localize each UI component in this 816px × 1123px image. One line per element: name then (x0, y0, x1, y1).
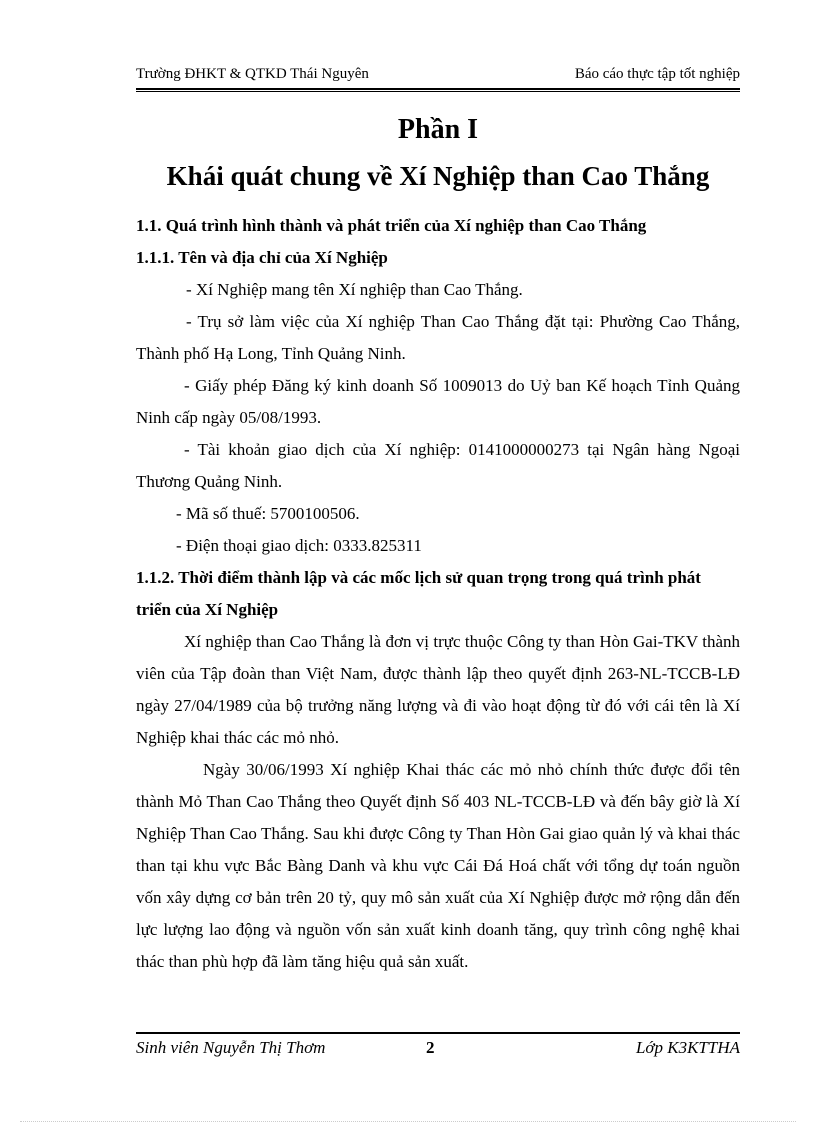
header-divider (136, 91, 740, 92)
chapter-title: Khái quát chung về Xí Nghiệp than Cao Thắng (166, 161, 710, 191)
page-edge (20, 1121, 796, 1122)
info-tax-code: - Mã số thuế: 5700100506. (176, 504, 360, 523)
section-heading-1-1-1: 1.1.1. Tên và địa chỉ của Xí Nghiệp (136, 248, 388, 267)
paragraph-history: Ngày 30/06/1993 Xí nghiệp Khai thác các mỏ nhỏ chính thức được đổi tên thành Mỏ Than Cao Thắng theo Quyết định Số 403 NL-TCCB-LĐ và đến bây giờ là Xí Nghiệp Than Cao Thắng. Sau khi được Công ty Than Hòn Gai giao quản lý và khai thác than tại khu vực Bắc Bàng Danh và khu vực Cái Đá Hoá chất với tổng dự toán nguồn vốn xây dựng cơ bản trên 20 tỷ, quy mô sản xuất của Xí Nghiệp được mở rộng dẫn đến lực lượng lao động và nguồn vốn sản xuất kinh doanh tăng, quy trình công nghệ khai thác than phù hợp đã làm tăng hiệu quả sản xuất. (136, 760, 740, 971)
document-body (136, 210, 740, 978)
part-title: Phần I (397, 114, 479, 145)
page-footer (136, 1038, 740, 1062)
footer-class: Lớp K3KTTHA (635, 1038, 740, 1057)
page-number: 2 (426, 1038, 435, 1057)
paragraph-founding: Xí nghiệp than Cao Thắng là đơn vị trực thuộc Công ty than Hòn Gai-TKV thành viên của Tập đoàn than Việt Nam, được thành lập theo quyết định 263-NL-TCCB-LĐ ngày 27/04/1989 của bộ trưởng năng lượng và đi vào hoạt động từ đó với cái tên là Xí Nghiệp khai thác các mỏ nhỏ. (136, 632, 740, 747)
info-name: - Xí Nghiệp mang tên Xí nghiệp than Cao Thắng. (186, 280, 523, 299)
info-address: - Trụ sở làm việc của Xí nghiệp Than Cao Thắng đặt tại: Phường Cao Thắng, Thành phố Hạ Long, Tỉnh Quảng Ninh. (136, 312, 740, 363)
footer-divider (136, 1032, 740, 1034)
section-heading-1-1: 1.1. Quá trình hình thành và phát triển của Xí nghiệp than Cao Thắng (136, 216, 647, 235)
page-header (136, 66, 740, 90)
header-school: Trường ĐHKT & QTKD Thái Nguyên (136, 66, 369, 82)
info-license: - Giấy phép Đăng ký kinh doanh Số 1009013 do Uỷ ban Kế hoạch Tỉnh Quảng Ninh cấp ngày 05/08/1993. (136, 376, 740, 427)
header-report-title: Báo cáo thực tập tốt nghiệp (574, 66, 740, 82)
info-phone: - Điện thoại giao dịch: 0333.825311 (176, 536, 422, 555)
footer-student: Sinh viên Nguyễn Thị Thơm (136, 1038, 326, 1057)
info-bank-account: - Tài khoản giao dịch của Xí nghiệp: 0141000000273 tại Ngân hàng Ngoại Thương Quảng Ninh. (136, 440, 740, 491)
section-heading-1-1-2: 1.1.2. Thời điểm thành lập và các mốc lịch sử quan trọng trong quá trình phát triển của Xí Nghiệp (136, 568, 701, 619)
